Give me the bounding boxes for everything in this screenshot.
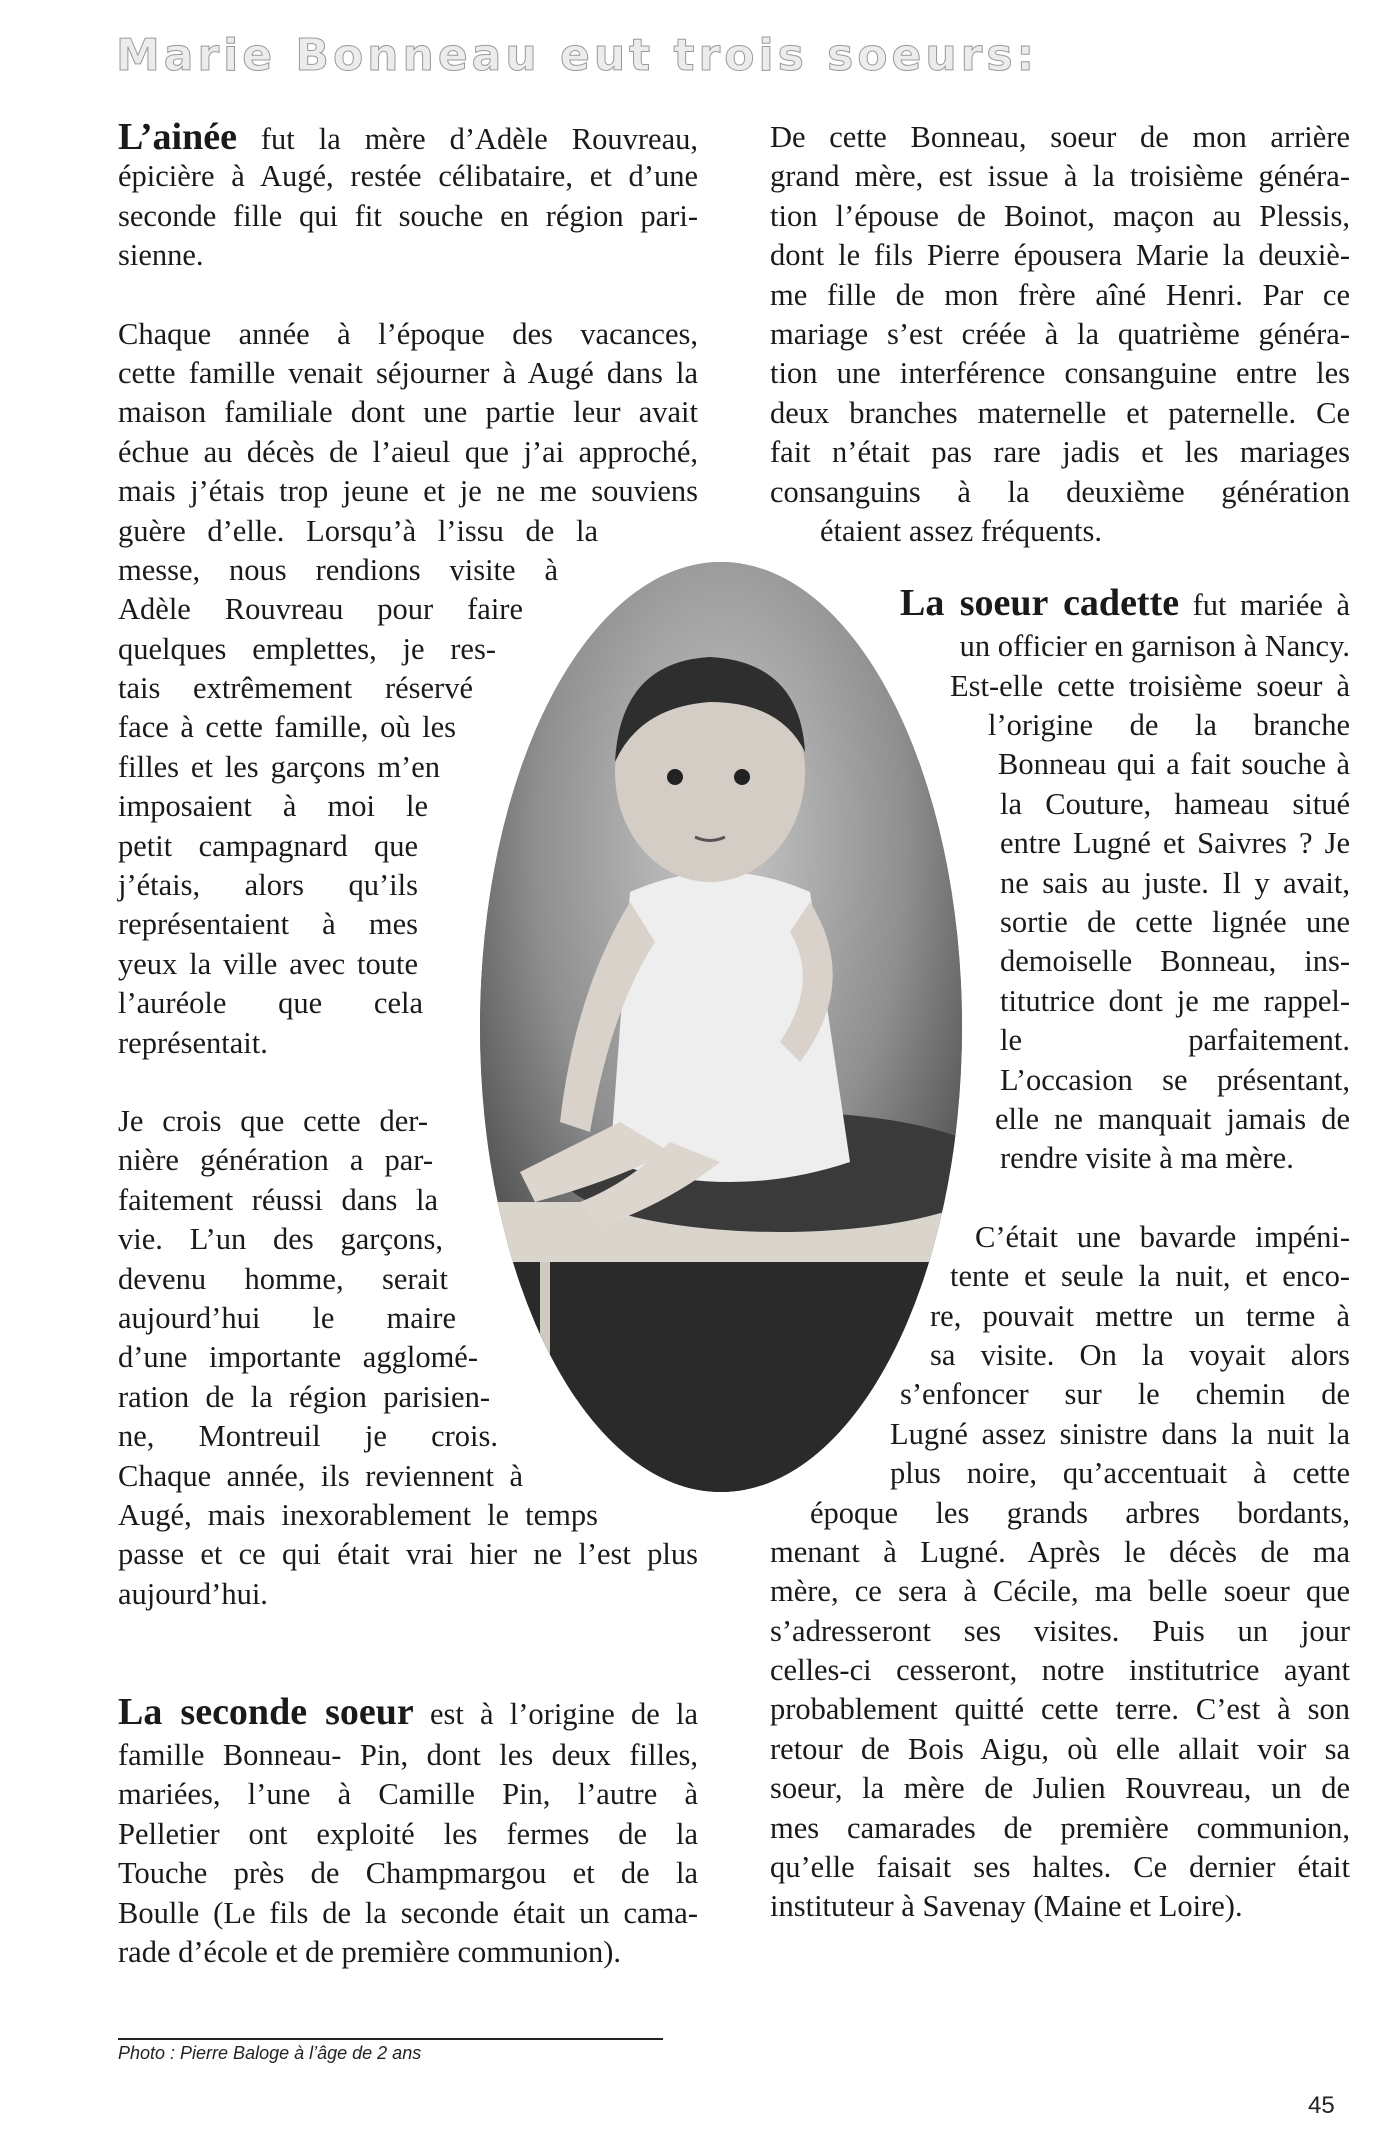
text-line: fut la mère d’Adèle Rouvreau, [236,122,698,156]
paragraph-vacances [118,315,698,1063]
text-line: demoiselle Bonneau, ins- [1000,944,1350,979]
text-line: filles et les garçons m’en [118,749,440,784]
text-line: Chaque année, ils reviennent à [118,1458,523,1493]
text-line: yeux la ville avec toute [118,946,418,981]
text-line: Chaque année à l’époque des vacances, [118,316,698,351]
text-line: quelques emplettes, je res- [118,631,496,666]
photo-caption: Photo : Pierre Baloge à l’âge de 2 ans [118,2043,422,2063]
text-line: Je crois que cette der- [118,1103,428,1138]
text-line: l’auréole que cela [118,986,423,1021]
paragraph-generation [118,1102,698,1614]
text-line: sienne. [118,238,204,273]
text-line: rade d’école et de première communion). [118,1935,622,1970]
text-line: imposaient à moi le [118,789,428,824]
text-line: Lugné assez sinistre dans la nuit la [890,1416,1350,1451]
text-line: vie. L’un des garçons, [118,1222,443,1257]
text-line: mariage s’est créée à la quatrième généra- [770,316,1350,351]
text-line: passe et ce qui était vrai hier ne l’est plus [118,1537,698,1572]
text-line: épicière à Augé, restée célibataire, et d’une [118,159,698,194]
text-line: d’une importante agglomé- [118,1340,478,1375]
right-column [770,118,1350,1927]
text-line: mariées, l’une à Camille Pin, l’autre à [118,1777,698,1812]
lead-soeur-cadette: La soeur cadette [900,582,1180,625]
text-line: seconde fille qui fit souche en région pari- [118,198,698,233]
text-line: faitement réussi dans la [118,1182,438,1217]
text-line: celles-ci cesseront, notre institutrice ayant [770,1653,1350,1688]
text-line: mère, ce sera à Cécile, ma belle soeur que [770,1574,1350,1609]
text-line: Est-elle cette troisième soeur à [950,668,1350,703]
text-line: deux branches maternelle et paternelle. Ce [770,395,1350,430]
text-line: est à l’origine de la [413,1697,698,1732]
text-line: tion l’épouse de Boinot, maçon au Plessis, [770,198,1350,233]
text-line: représentaient à mes [118,907,418,942]
text-line: échue au décès de l’aieul que j’ai approché, [118,434,698,469]
text-line: cette famille venait séjourner à Augé dans la [118,355,698,390]
text-line: consanguins à la deuxième génération [770,474,1350,509]
text-line: re, pouvait mettre un terme à [930,1298,1350,1333]
paragraph-soeur-cadette [900,579,1350,1178]
left-column [118,118,698,1972]
page-title: Marie Bonneau eut trois soeurs: [116,30,1039,81]
caption-rule [118,2038,663,2040]
text-line: tion une interférence consanguine entre les [770,356,1350,391]
text-line: mes camarades de première communion, [770,1810,1350,1845]
text-line: sortie de cette lignée une [1000,905,1350,940]
text-line: Pelletier ont exploité les fermes de la [118,1816,698,1851]
text-line: ne, Montreuil je crois. [118,1419,498,1454]
paragraph-bavarde [770,1218,1350,1927]
text-line: face à cette famille, où les [118,710,456,745]
text-line: Bonneau qui a fait souche à [998,747,1350,782]
page-number: 45 [1308,2092,1335,2119]
text-line: ne sais au juste. Il y avait, [1000,865,1350,900]
text-line: représentait. [118,1025,268,1060]
text-line: mais j’étais trop jeune et je ne me souviens [118,474,698,509]
text-line: menant à Lugné. Après le décès de ma [770,1534,1350,1569]
text-line: L’occasion se présentant, [1000,1062,1350,1097]
text-line: Touche près de Champmargou et de la [118,1856,698,1891]
text-line: Augé, mais inexorablement le temps [118,1497,598,1532]
text-line: De cette Bonneau, soeur de mon arrière [770,120,1350,154]
text-line: ration de la région parisien- [118,1379,490,1414]
text-line: dont le fils Pierre épousera Marie la deuxiè- [770,238,1350,273]
text-line: Boulle (Le fils de la seconde était un cama- [118,1895,698,1930]
paragraph-boinot [770,118,1350,551]
text-line: qu’elle faisait ses haltes. Ce dernier était [770,1850,1350,1885]
text-line: guère d’elle. Lorsqu’à l’issu de la [118,513,598,548]
lead-ainee: L’ainée [118,116,237,158]
text-line: époque les grands arbres bordants, [810,1495,1350,1530]
text-line: soeur, la mère de Julien Rouvreau, un de [770,1771,1350,1806]
text-line: l’origine de la branche [988,708,1350,743]
text-line: retour de Bois Aigu, où elle allait voir sa [770,1731,1350,1766]
text-line: rendre visite à ma mère. [1000,1141,1294,1176]
text-line: plus noire, qu’accentuait à cette [890,1456,1350,1491]
text-line: instituteur à Savenay (Maine et Loire). [770,1889,1243,1924]
paragraph-ainee [118,118,698,276]
text-line: petit campagnard que [118,828,418,863]
text-line: titutrice dont je me rappel- [1000,983,1350,1018]
text-line: s’adresseront ses visites. Puis un jour [770,1613,1350,1648]
text-line: Adèle Rouvreau pour faire [118,592,523,627]
text-line: fut mariée à [1179,588,1350,623]
text-line: maison familiale dont une partie leur avait [118,395,698,430]
text-line: sa visite. On la voyait alors [930,1337,1350,1372]
text-line: entre Lugné et Saivres ? Je [1000,826,1350,861]
text-line: devenu homme, serait [118,1261,448,1296]
text-line: C’était une bavarde impéni- [975,1219,1350,1254]
text-line: grand mère, est issue à la troisième généra- [770,159,1350,194]
text-line: la Couture, hameau situé [1000,786,1350,821]
lead-seconde-soeur: La seconde soeur [118,1691,414,1734]
text-line: le parfaitement. [1000,1023,1350,1058]
text-line: j’étais, alors qu’ils [118,868,418,903]
text-line: messe, nous rendions visite à [118,552,558,587]
text-line: probablement quitté cette terre. C’est à son [770,1692,1350,1727]
text-line: s’enfoncer sur le chemin de [900,1377,1350,1412]
text-line: elle ne manquait jamais de [995,1101,1350,1136]
text-line: aujourd’hui le maire [118,1300,456,1335]
paragraph-seconde-soeur [118,1688,698,1972]
text-line: tais extrêmement réservé [118,671,473,706]
text-line: tente et seule la nuit, et enco- [950,1259,1350,1294]
text-line: fait n’était pas rare jadis et les mariages [770,435,1350,470]
text-line: un officier en garnison à Nancy. [959,629,1350,664]
text-line: famille Bonneau- Pin, dont les deux filles, [118,1738,698,1773]
text-line: étaient assez fréquents. [820,513,1102,548]
text-line: me fille de mon frère aîné Henri. Par ce [770,277,1350,312]
text-line: nière génération a par- [118,1143,433,1178]
text-line: aujourd’hui. [118,1576,268,1611]
